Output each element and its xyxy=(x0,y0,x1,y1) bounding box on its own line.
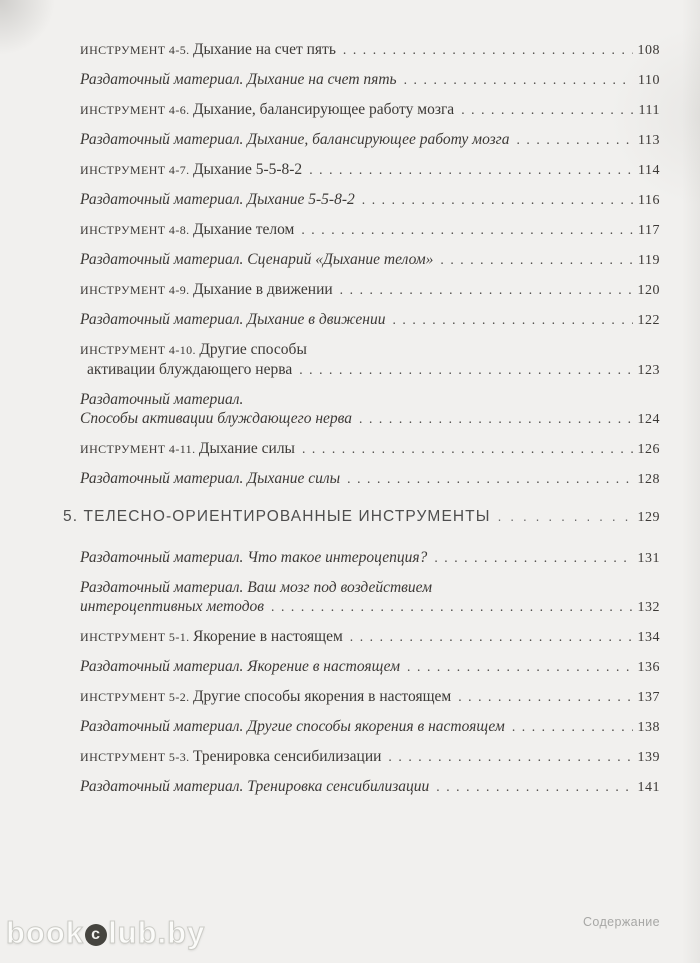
tool-label: ИНСТРУМЕНТ 4-7. xyxy=(80,163,193,177)
dot-leader xyxy=(381,747,633,766)
toc-entry xyxy=(80,70,660,90)
toc-entry xyxy=(80,747,660,767)
entry-line xyxy=(80,220,660,240)
entry-line xyxy=(80,130,660,150)
entry-title: Дыхание, балансирующее работу мозга xyxy=(192,101,455,118)
entry-line xyxy=(80,280,660,300)
entry-line xyxy=(80,578,660,597)
dot-leader xyxy=(264,597,633,616)
entry-title: 5. ТЕЛЕСНО-ОРИЕНТИРОВАННЫЕ ИНСТРУМЕНТЫ xyxy=(63,508,491,525)
entry-line xyxy=(80,40,660,60)
dot-leader xyxy=(429,777,633,796)
entry-title: Раздаточный материал. Другие способы якорения в настоящем xyxy=(80,718,505,735)
toc-entry xyxy=(80,390,660,429)
dot-leader xyxy=(302,160,633,179)
page-number: 111 xyxy=(638,103,660,118)
entry-title: Раздаточный материал. Дыхание 5-5-8-2 xyxy=(80,191,355,208)
entry-title: Способы активации блуждающего нерва xyxy=(80,410,353,427)
entry-title: Раздаточный материал. Дыхание, балансирующее работу мозга xyxy=(80,131,510,148)
dot-leader xyxy=(294,220,633,239)
page-number: 119 xyxy=(638,253,660,268)
toc-entry xyxy=(80,130,660,150)
entry-title: Дыхание 5-5-8-2 xyxy=(192,161,303,178)
entry-line xyxy=(80,160,660,180)
page-number: 123 xyxy=(637,363,660,378)
page-number: 122 xyxy=(637,313,660,328)
entry-line xyxy=(80,657,660,677)
entry-title: Тренировка сенсибилизации xyxy=(192,748,382,765)
entry-line xyxy=(80,390,660,409)
tool-label: ИНСТРУМЕНТ 5-3. xyxy=(80,750,193,764)
toc-entry xyxy=(80,340,660,380)
page-number: 117 xyxy=(638,223,660,238)
dot-leader xyxy=(509,130,633,149)
watermark-text-prefix: book xyxy=(6,915,85,950)
page-number: 132 xyxy=(637,600,660,615)
entry-line xyxy=(80,310,660,330)
dot-leader xyxy=(451,687,633,706)
section-heading xyxy=(63,507,660,527)
entry-line xyxy=(63,507,660,527)
entry-title: Дыхание телом xyxy=(192,221,295,238)
entry-line xyxy=(80,100,660,120)
page-number: 138 xyxy=(637,720,660,735)
page-footer-label: Содержание xyxy=(582,915,660,929)
entry-line xyxy=(80,687,660,707)
toc-entry xyxy=(80,160,660,180)
entry-title: Раздаточный материал. Ваш мозг под воздействием xyxy=(80,579,433,596)
entry-title: Раздаточный материал. Что такое интероцепция? xyxy=(80,549,428,566)
toc-entry xyxy=(80,310,660,330)
page-number: 128 xyxy=(637,472,660,487)
tool-label: ИНСТРУМЕНТ 4-10. xyxy=(80,343,200,357)
toc-entry xyxy=(80,687,660,707)
entry-title: Раздаточный материал. Дыхание в движении xyxy=(80,311,386,328)
page-number: 126 xyxy=(637,442,660,457)
bookclub-watermark xyxy=(6,915,205,951)
page-number: 124 xyxy=(637,412,660,427)
page-number: 136 xyxy=(637,660,660,675)
toc-entry xyxy=(80,280,660,300)
page-number: 139 xyxy=(637,750,660,765)
tool-label: ИНСТРУМЕНТ 4-8. xyxy=(80,223,193,237)
dot-leader xyxy=(397,70,633,89)
entry-line xyxy=(80,360,660,380)
entry-title: Дыхание на счет пять xyxy=(192,41,336,58)
watermark-text-suffix: lub.by xyxy=(108,915,206,950)
page-number: 108 xyxy=(637,43,660,58)
page-number: 131 xyxy=(637,551,660,566)
dot-leader xyxy=(292,360,633,379)
entry-line xyxy=(80,70,660,90)
toc-entry xyxy=(80,627,660,647)
toc-entry xyxy=(80,100,660,120)
page-number: 114 xyxy=(638,163,660,178)
page-number: 110 xyxy=(638,73,660,88)
table-of-contents xyxy=(63,40,660,807)
entry-line xyxy=(80,409,660,429)
tool-label: ИНСТРУМЕНТ 5-2. xyxy=(80,690,193,704)
entry-title: Раздаточный материал. Дыхание на счет пять xyxy=(80,71,397,88)
toc-entry xyxy=(80,220,660,240)
dot-leader xyxy=(343,627,633,646)
toc-entry xyxy=(80,250,660,270)
toc-entry xyxy=(80,439,660,459)
toc-entry xyxy=(80,190,660,210)
dot-leader xyxy=(433,250,633,269)
toc-entry xyxy=(80,469,660,489)
entry-line xyxy=(80,439,660,459)
entry-line xyxy=(80,340,660,360)
entry-title: Другие способы xyxy=(199,341,307,358)
entry-line xyxy=(80,627,660,647)
page-number: 113 xyxy=(638,133,660,148)
entry-title: Раздаточный материал. Тренировка сенсибилизации xyxy=(80,778,430,795)
page-number: 137 xyxy=(637,690,660,705)
toc-entry xyxy=(80,657,660,677)
entry-title: Раздаточный материал. Сценарий «Дыхание телом» xyxy=(80,251,434,268)
entry-title: Раздаточный материал. Якорение в настоящем xyxy=(80,658,401,675)
entry-line xyxy=(80,777,660,797)
dot-leader xyxy=(427,548,633,567)
entry-title: Дыхание силы xyxy=(198,440,295,457)
dot-leader xyxy=(491,507,633,526)
tool-label: ИНСТРУМЕНТ 4-5. xyxy=(80,43,193,57)
entry-title: Раздаточный материал. xyxy=(80,391,244,408)
entry-title: активации блуждающего нерва xyxy=(87,361,293,378)
watermark-logo-circle-icon: c xyxy=(85,924,107,946)
entry-title: Дыхание в движении xyxy=(192,281,333,298)
entry-title: Другие способы якорения в настоящем xyxy=(192,688,452,705)
toc-entry xyxy=(80,40,660,60)
dot-leader xyxy=(295,439,633,458)
entry-title: Якорение в настоящем xyxy=(192,628,343,645)
page-number: 134 xyxy=(637,630,660,645)
entry-title: интероцептивных методов xyxy=(80,598,265,615)
entry-line xyxy=(80,597,660,617)
page-number: 141 xyxy=(637,780,660,795)
dot-leader xyxy=(454,100,633,119)
entry-line xyxy=(80,747,660,767)
dot-leader xyxy=(400,657,633,676)
entry-line xyxy=(80,190,660,210)
entry-line xyxy=(80,717,660,737)
tool-label: ИНСТРУМЕНТ 5-1. xyxy=(80,630,193,644)
tool-label: ИНСТРУМЕНТ 4-6. xyxy=(80,103,193,117)
toc-entry xyxy=(80,548,660,568)
toc-entry xyxy=(80,717,660,737)
page-number: 120 xyxy=(637,283,660,298)
dot-leader xyxy=(333,280,633,299)
page-number: 116 xyxy=(638,193,660,208)
dot-leader xyxy=(336,40,633,59)
tool-label: ИНСТРУМЕНТ 4-11. xyxy=(80,442,199,456)
page-number: 129 xyxy=(637,510,660,525)
toc-entry xyxy=(80,578,660,617)
dot-leader xyxy=(352,409,633,428)
tool-label: ИНСТРУМЕНТ 4-9. xyxy=(80,283,193,297)
entry-title: Раздаточный материал. Дыхание силы xyxy=(80,470,341,487)
dot-leader xyxy=(355,190,633,209)
dot-leader xyxy=(385,310,633,329)
toc-entry xyxy=(80,777,660,797)
entry-line xyxy=(80,469,660,489)
dot-leader xyxy=(505,717,633,736)
entry-line xyxy=(80,548,660,568)
entry-line xyxy=(80,250,660,270)
dot-leader xyxy=(340,469,633,488)
